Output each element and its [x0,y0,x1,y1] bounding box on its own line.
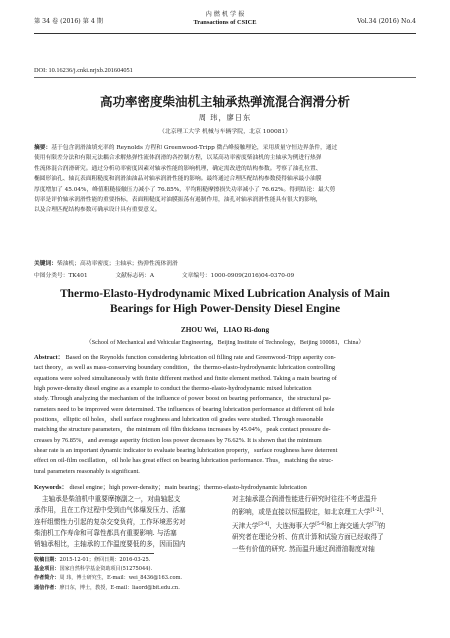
abstract-en-line: study. Through analyzing the mechanism of the influence of power boost on bearing performance，the structural pa- [34,395,331,403]
citation-ref: [1-2] [370,508,382,514]
citation-ref: [5-6] [315,521,327,527]
body-line: 承作用，且在工作过程中受到由气体爆发压力、活塞 [34,506,186,515]
abstract-en-line: positions，elliptic oil holes，shell surface roughness and lubrication oil grades were studied. Through reasonable [34,416,324,424]
abstract-en-label: Abstract： [34,354,64,361]
body-line: 连杆组惯性力引起的复杂交变负荷，工作环境恶劣对 [34,517,186,526]
paper-title-en-line: Bearings for High Power-Density Diesel Engine [109,303,340,315]
clc-number: 中图分类号：TK401 [34,273,88,279]
footnote-corresponding: 通信作者：廖日东，博士，教授，E-mail：liaord@bit.edu.cn. [34,584,180,591]
body-text: 天津大学 [232,521,259,530]
keywords-en-text: diesel engine；high power-density；main bearing；thermo-elasto-hydrodynamic lubrication [69,484,307,491]
body-text: 的 [378,521,386,530]
body-line: 对主轴承混合润滑性能进行研究时往往不考虑温升 [232,495,378,503]
abstract-cn-line: 以及合理匹配结构参数可确承设计具有重要意义。 [34,207,161,214]
abstract-en-line: matching the structure parameters，the minimum oil film thickness increases by 45.04%，peak contact pressure de- [34,426,331,434]
affiliation-cn: （北京理工大学 机械与车辆学院，北京 100081） [158,129,292,135]
body-text: 和上海交通大学 [326,521,373,530]
header-issue-left: 第 34 卷 (2016) 第 4 期 [34,18,103,25]
abstract-cn-line: 椭圆形油孔、轴瓦表面粗糙度和润滑油油品对轴承润滑性能的影响。最终通过合理匹配结构参数使得轴承最小油膜 [34,176,322,183]
body-line: 销轴承相比，主轴承的工作温度要低的多，因而国内 [34,540,186,549]
body-text: 、大连海事大学 [269,521,316,530]
abstract-en-line: high power-density diesel engine as a example to conduct the thermo-elasto-hydrodynamic mixed lubrication [34,385,312,393]
abstract-en-line: creases by 76.85%，and average asperity friction loss power decreases by 76.62%. It is shown that the minimum [34,436,322,444]
body-columns [34,494,416,553]
footnote-divider [34,553,154,554]
abstract-en [34,353,416,477]
paper-title-en-line: Thermo-Elasto-Hydrodynamic Mixed Lubrication Analysis of Main [60,288,390,300]
abstract-cn-line: 使用有限差分法和有限元法耦合求解热弹性流体润滑的各控制方程，以某高功率密度柴油机的主轴承为例进行热弹 [34,155,322,162]
citation-ref: [3-4] [258,521,270,527]
abstract-cn [34,143,416,216]
abstract-en-line: tural parameters reasonably is significant. [34,467,140,475]
paper-title-en [34,287,416,317]
body-right-column: 对主轴承混合润滑性能进行研究时往往不考虑温升 的影响，或是直接以恒温假定，如北京理工大学[1-2]、 天津大学[3-4]、大连海事大学[5-6]和上海交通大学[7]的 研究者在理论分析、仿真计算和试验方面已经取得了 一些有价值的研究. 然而温升通过润滑油黏度对轴 [232,494,416,555]
footnote-funding: 基金项目：国家自然科学基金资助项目(51275044). [34,566,153,573]
doi: DOI: 10.16236/j.cnki.nrjxb.201604051 [34,67,133,74]
body-line: 柴油机工作寿命和可靠性都具有重要影响. 与活塞 [34,528,177,537]
footnote-author: 作者简介：周 玮，博士研究生，E-mail：wei_8436@163.com. [34,575,183,582]
body-left-column [34,494,218,550]
abstract-en-line: rameters need to be improved were determined. The influences of bearing lubrication performance at different oil hole [34,405,335,413]
doi-divider [34,77,416,78]
authors-cn: 周 玮，廖日东 [198,113,252,122]
abstract-en-line: equations were solved simultaneously with finite different method and finite element method. Taking a main bearing of [34,374,337,382]
abstract-cn-line: 厚度增加了 45.04%，峰值粗糙接触压力减小了 76.85%，平均粗糙摩擦损失功率减小了 76.62%。得到结论：最大剪 [34,186,336,193]
paper-title-cn: 高功率密度柴油机主轴承热弹流混合润滑分析 [99,94,350,109]
journal-title-en: Transactions of CSICE [193,19,257,26]
body-line: 的影响，或是直接以恒温假定，如北京理工大学 [232,508,371,517]
body-line: 一些有价值的研究. 然而温升通过润滑油黏度对轴 [232,544,375,553]
affiliation-en: （School of Mechanical and Vehicular Engineering，Beijing Institute of Technology，Beijing 100081，China） [85,340,365,346]
article-number: 文章编号：1000-0909(2016)04-0370-09 [181,273,295,279]
body-line: 研究者在理论分析、仿真计算和试验方面已经取得了 [232,533,384,542]
footnotes [34,556,416,593]
header-issue-right: Vol.34 (2016) No.4 [357,18,416,25]
abstract-cn-label: 摘要： [34,145,52,151]
abstract-en-line: tact theory，as well as mass-conserving boundary condition，the thermo-elasto-hydrodynamic lubrication controlling [34,364,336,372]
running-header [34,9,416,34]
abstract-en-line: effect on oil-film oscillation，oil hole has great effect on bearing lubrication performance. Thus，matching the struc- [34,457,334,465]
journal-title-cn: 内 燃 机 学 报 [205,11,245,18]
keywords-cn-label: 关键词： [34,261,57,267]
keywords-en-label: Keywords： [34,484,68,491]
keywords-cn [34,258,416,267]
abstract-cn-line: 切率是评价轴承润滑性能的重要指标，表面粗糙度对油膜振荡有遏制作用，油孔对轴承润滑性能具有很大的影响， [34,197,322,204]
citation-ref: [7] [372,521,379,527]
keywords-en [34,482,416,491]
abstract-en-line: shear rate is an important dynamic indicator to evaluate bearing lubrication property，surface roughness have deterrent [34,447,338,455]
document-code: 文献标志码：A [115,273,155,279]
authors-en: ZHOU Wei，LIAO Ri-dong [180,325,270,334]
abstract-en-line: Based on the Reynolds function considering lubrication oil filling rate and Greenwood-Tripp asperity con- [65,354,336,361]
classification-line [34,270,416,279]
footnote-received: 收稿日期：2015-12-01；修回日期：2016-03-25. [34,557,151,563]
abstract-cn-line: 基于包含润滑油填充率的 Reynolds 方程和 Greenwood-Tripp 微凸峰接触理论，采用质量守恒边界条件，通过 [51,145,338,151]
abstract-cn-line: 性流体混合润滑研究。通过分析功率密度因素对轴承性能的影响机理，确定需改进的结构参数。考察了油孔位置、 [34,165,322,172]
keywords-cn-text: 柴油机；高功率密度；主轴承；热弹性流体润滑 [57,261,178,267]
body-line: 主轴承是柴油机中重要摩擦副之一，对曲轴起支 [41,495,181,503]
